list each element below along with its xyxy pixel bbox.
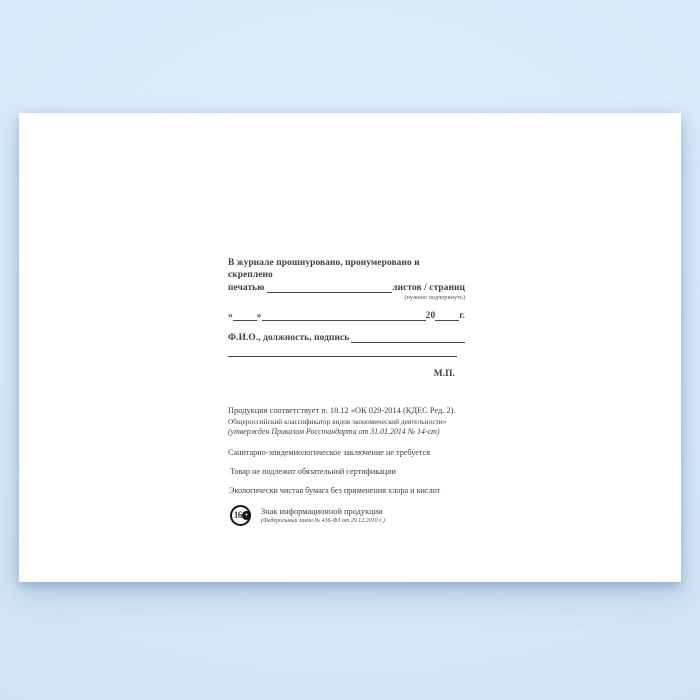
date-month-blank [262, 318, 426, 321]
age-plus-icon: + [242, 511, 251, 520]
certification-statement: Товар не подлежит обязательной сертификации [230, 467, 396, 476]
sanitary-statement: Санитарно-эпидемиологическое заключение не требуется [228, 448, 430, 457]
age-mark-block [228, 505, 465, 526]
compliance-line-3: (утвержден Приказом Росстандарта от 31.01.2014 № 14-ст) [228, 426, 440, 436]
date-quote-open: « [228, 311, 233, 321]
age-mark-law-reference: (Федеральный закон № 436-ФЗ от 29.12.2010 г.) [261, 518, 385, 524]
compliance-paragraph [228, 406, 465, 437]
signature-label: Ф.И.О., должность, подпись [228, 333, 350, 343]
signature-blank [351, 340, 465, 343]
signature-row [228, 332, 465, 344]
signature-continuation-line [228, 356, 457, 357]
age-mark-label: Знак информационной продукции [261, 507, 383, 516]
date-row [228, 310, 465, 322]
sealed-prefix: печатью [228, 283, 265, 293]
compliance-line-2: Общероссийский классификатор видов экономической деятельности» [228, 416, 447, 426]
journal-back-page [19, 113, 681, 582]
sealed-suffix: листов / страниц [392, 283, 465, 293]
date-year-suffix: г. [459, 311, 465, 321]
eco-paper-statement: Экологически чистая бумага без применения хлора и кислот [229, 486, 441, 495]
stitched-statement: В журнале прошнуровано, пронумеровано и скреплено [228, 258, 420, 280]
date-year-blank [435, 318, 459, 321]
date-century: 20 [425, 311, 436, 321]
age-16plus-icon [230, 505, 251, 526]
sealed-sheets-row [228, 282, 465, 294]
date-quote-close: » [256, 311, 262, 321]
underline-note: (нужное подчеркнуть) [404, 294, 465, 301]
sheets-count-blank [267, 290, 393, 293]
date-day-blank [233, 318, 257, 321]
age-mark-text [261, 507, 385, 525]
compliance-line-1: Продукция соответствует п. 18.12 «ОК 029-2014 (КДЕС Ред. 2). [228, 406, 456, 415]
seal-place-mark: М.П. [433, 369, 455, 379]
age-number: 16 [233, 510, 242, 520]
